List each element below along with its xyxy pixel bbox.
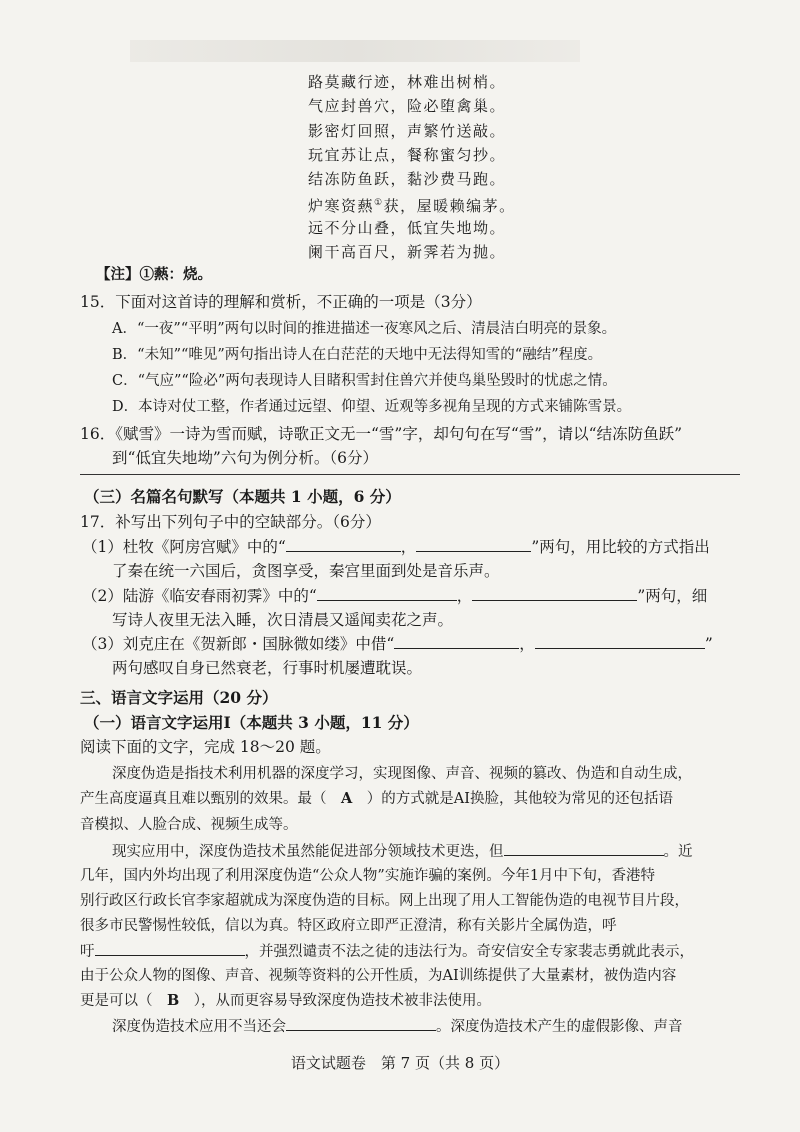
reading-intro: 阅读下面的文字，完成 18～20 题。 bbox=[80, 738, 331, 756]
answer-blank[interactable] bbox=[535, 634, 705, 649]
passage-line bbox=[112, 841, 693, 862]
passage-line: 由于公众人物的图像、声音、视频等资料的公开性质，为AI训练提供了大量素材，被伪造内容 bbox=[80, 968, 677, 984]
section-3-heading: （三）名篇名句默写（本题共 1 小题，6 分） bbox=[84, 487, 401, 506]
question-15-option-b: B．“未知”“唯见”两句指出诗人在白茫茫的天地中无法得知雪的“融结”程度。 bbox=[112, 347, 603, 363]
page-footer: 语文试题卷 第 7 页（共 8 页） bbox=[290, 1054, 510, 1072]
passage-text: 产生高度逼真且难以甄别的效果。最（ bbox=[80, 791, 341, 807]
poem bbox=[308, 70, 568, 264]
poem-line: 阑干高百尺，新霁若为抛。 bbox=[308, 243, 507, 262]
answer-blank[interactable] bbox=[416, 537, 531, 552]
passage-line bbox=[80, 941, 694, 962]
passage-line bbox=[80, 789, 673, 809]
question-15-option-d: D．本诗对仗工整，作者通过远望、仰望、近观等多视角呈现的方式来铺陈雪景。 bbox=[112, 399, 632, 415]
answer-blank[interactable] bbox=[286, 1016, 436, 1031]
item-text: ”两句，细 bbox=[637, 587, 708, 605]
passage-text: 。近 bbox=[663, 844, 693, 860]
question-17-item1-cont: 了秦在统一六国后，贪图享受，秦宫里面到处是音乐声。 bbox=[112, 562, 500, 580]
question-17-item3-cont: 两句感叹自身已然衰老，行事时机屡遭耽误。 bbox=[112, 659, 423, 677]
poem-line: 玩宜苏让点，餐称蜜匀抄。 bbox=[308, 145, 507, 164]
passage-text: 现实应用中，深度伪造技术虽然能促进部分领域技术更迭，但 bbox=[112, 844, 504, 860]
item-text: ” bbox=[704, 635, 713, 653]
passage-text: 深度伪造技术应用不当还会 bbox=[112, 1019, 286, 1035]
answer-blank[interactable] bbox=[317, 586, 457, 601]
question-15-option-a: A．“一夜”“平明”两句以时间的推进描述一夜寒风之后、清晨洁白明亮的景象。 bbox=[112, 321, 617, 337]
question-15-stem: 15．下面对这首诗的理解和赏析，不正确的一项是（3分） bbox=[80, 293, 482, 311]
poem-line bbox=[308, 191, 568, 215]
blank-mark-a: A bbox=[341, 790, 353, 807]
part-3-heading: 三、语言文字运用（20 分） bbox=[80, 688, 278, 707]
passage-line: 几年，国内外均出现了利用深度伪造“公众人物”实施诈骗的案例。今年1月中下旬，香港特 bbox=[80, 868, 656, 884]
item-text: （2）陆游《临安春雨初霁》中的“ bbox=[82, 587, 317, 605]
answer-blank[interactable] bbox=[394, 634, 519, 649]
poem-line: 路莫藏行迹，林难出树梢。 bbox=[308, 73, 507, 91]
passage-text: 。深度伪造技术产生的虚假影像、声音 bbox=[436, 1019, 683, 1035]
scan-smudge bbox=[130, 40, 580, 62]
item-text: ”两句，用比较的方式指出 bbox=[531, 538, 710, 556]
poem-line: 影密灯回照，声繁竹送敲。 bbox=[308, 121, 507, 140]
question-16-line1: 16．《赋雪》一诗为雪而赋，诗歌正文无一“雪”字，却句句在写“雪”，请以“结冻防鱼跃” bbox=[80, 425, 683, 443]
item-text: （3）刘克庄在《贺新郎・国脉微如缕》中借“ bbox=[82, 635, 395, 653]
answer-blank[interactable] bbox=[286, 537, 401, 552]
passage-line: 很多市民警惕性较低，信以为真。特区政府立即严正澄清，称有关影片全属伪造，呼 bbox=[80, 918, 617, 934]
passage-text: ，并强烈谴责不法之徒的违法行为。奇安信安全专家裴志勇就此表示， bbox=[244, 944, 694, 960]
question-15-option-c: C．“气应”“险必”两句表现诗人目睹积雪封住兽穴并使鸟巢坠毁时的忧虑之情。 bbox=[112, 373, 617, 389]
passage-line bbox=[112, 1016, 683, 1037]
poem-line: 远不分山叠，低宜失地坳。 bbox=[308, 218, 507, 237]
passage-line: 别行政区行政长官李家超就成为深度伪造的目标。网上出现了用人工智能伪造的电视节目片段， bbox=[80, 893, 689, 909]
passage-text: ）的方式就是AI换脸，其他较为常见的还包括语 bbox=[352, 791, 673, 807]
passage-text: ），从而更容易导致深度伪造技术被非法使用。 bbox=[179, 993, 492, 1009]
question-17-item1 bbox=[82, 537, 710, 557]
answer-blank[interactable] bbox=[472, 586, 637, 601]
question-17-item3 bbox=[82, 634, 713, 654]
item-text: ， bbox=[400, 538, 417, 556]
answer-blank[interactable] bbox=[95, 941, 245, 956]
question-17-stem: 17．补写出下列句子中的空缺部分。（6分） bbox=[80, 513, 381, 531]
question-16-line2: 到“低宜失地坳”六句为例分析。（6分） bbox=[112, 449, 378, 467]
passage-text: 吁 bbox=[80, 944, 95, 960]
poem-line: 结冻防鱼跃，黏沙费马跑。 bbox=[308, 170, 507, 189]
question-17-item2-cont: 写诗人夜里无法入睡，次日清晨又遥闻卖花之声。 bbox=[112, 611, 454, 629]
poem-line: 气应封兽穴，险必堕禽巢。 bbox=[308, 97, 507, 116]
poem-note: 【注】①爇：烧。 bbox=[96, 266, 212, 283]
item-text: （1）杜牧《阿房宫赋》中的“ bbox=[82, 538, 286, 556]
item-text: ， bbox=[456, 587, 473, 605]
passage-line bbox=[80, 991, 491, 1011]
footnote-marker: ① bbox=[374, 198, 384, 209]
poem-line-part: 获，屋暖赖编茅。 bbox=[383, 197, 516, 216]
passage-line: 深度伪造是指技术利用机器的深度学习，实现图像、声音、视频的篡改、伪造和自动生成， bbox=[112, 766, 692, 782]
part-3-subheading: （一）语言文字运用Ⅰ（本题共 3 小题，11 分） bbox=[84, 713, 419, 732]
answer-blank[interactable] bbox=[504, 841, 664, 856]
blank-mark-b: B bbox=[167, 992, 180, 1009]
item-text: ， bbox=[519, 635, 535, 653]
passage-line: 音模拟、人脸合成、视频生成等。 bbox=[80, 817, 298, 833]
poem-line-part: 炉寒资爇 bbox=[308, 197, 375, 216]
section-divider bbox=[80, 474, 740, 475]
passage-text: 更是可以（ bbox=[80, 993, 167, 1009]
question-17-item2 bbox=[82, 586, 707, 606]
